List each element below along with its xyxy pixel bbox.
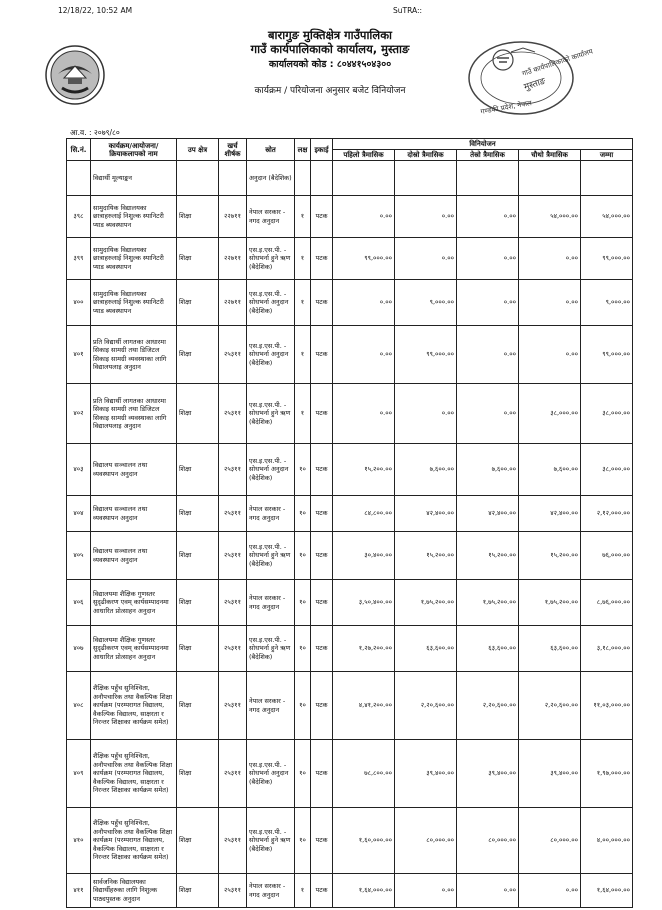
cell-expense-head: २५३११	[219, 808, 247, 874]
cell-source: एस.इ.एस.पी. - सोधभर्ना हुने ऋण (बैदेशिक)	[247, 626, 295, 672]
cell-q1: ३,५०,४००.००	[333, 580, 395, 626]
col-source: स्रोत	[247, 139, 295, 161]
col-sub-area: उप क्षेत्र	[177, 139, 219, 161]
svg-text:गाउँ कार्यपालिकाको कार्यालय: गाउँ कार्यपालिकाको कार्यालय	[521, 47, 594, 78]
cell-sn: ४०२	[67, 384, 91, 444]
cell-q2: ४२,४००.००	[395, 496, 457, 532]
cell-expense-head: २५३११	[219, 672, 247, 740]
cell-source: नेपाल सरकार - नगद अनुदान	[247, 496, 295, 532]
cell-unit: पटक	[311, 532, 333, 580]
cell-total: ९,०००.००	[581, 280, 633, 326]
cell-q4: ६३,६००.००	[519, 626, 581, 672]
cell-q1: ०.००	[333, 280, 395, 326]
cell-expense-head: २२७११	[219, 280, 247, 326]
cell-expense-head: २२७११	[219, 196, 247, 238]
cell-program: शैक्षिक पहुँच सुनिश्चिता, अनौपचारिक तथा वैकल्पिक शिक्षा कार्यक्रम (परम्परागत विद्यालय, वैकल्पिक विद्यालय, साक्षरता र निरन्तर शिक्षाका कार्यक्रम समेत)	[91, 672, 177, 740]
table-row	[67, 238, 633, 280]
table-row	[67, 532, 633, 580]
cell-source: नेपाल सरकार - नगद अनुदान	[247, 196, 295, 238]
cell-total: ९९,०००.००	[581, 326, 633, 384]
cell-sn: ४११	[67, 874, 91, 908]
table-row-partial	[67, 161, 633, 196]
cell-q1: ०.००	[333, 384, 395, 444]
cell-total: २,१२,०००.००	[581, 496, 633, 532]
svg-text:गण्डकी प्रदेश, नेपाल: गण्डकी प्रदेश, नेपाल	[479, 99, 533, 116]
cell-unit: पटक	[311, 326, 333, 384]
cell-target: १०	[295, 444, 311, 496]
cell-program: विद्यार्थी मूल्याङ्कन	[91, 161, 177, 196]
cell-program: विद्यालय सञ्चालन तथा व्यवस्थापन अनुदान	[91, 532, 177, 580]
cell-q2: ८०,०००.००	[395, 808, 457, 874]
cell-q2: ६३,६००.००	[395, 626, 457, 672]
cell-target: १०	[295, 496, 311, 532]
cell-sub-area: शिक्षा	[177, 238, 219, 280]
cell-q1: ८४,८००.००	[333, 496, 395, 532]
cell-unit: पटक	[311, 196, 333, 238]
cell-unit: पटक	[311, 740, 333, 808]
cell-q3: ०.००	[457, 326, 519, 384]
cell-q2: २,२०,६००.००	[395, 672, 457, 740]
cell-source: नेपाल सरकार - नगद अनुदान	[247, 874, 295, 908]
print-source: SuTRA::	[393, 6, 423, 15]
cell-q3: ३९,४००.००	[457, 740, 519, 808]
table-row	[67, 196, 633, 238]
fiscal-year: आ.व. : २०७९/८०	[70, 128, 120, 137]
table-row	[67, 626, 633, 672]
col-unit: इकाई	[311, 139, 333, 161]
cell-q2: ०.००	[395, 196, 457, 238]
cell-program: शैक्षिक पहुँच सुनिश्चिता, अनौपचारिक तथा वैकल्पिक शिक्षा कार्यक्रम (परम्परागत विद्यालय, वैकल्पिक विद्यालय, साक्षरता र निरन्तर शिक्षाका कार्यक्रम समेत)	[91, 808, 177, 874]
cell-q3: ०.००	[457, 874, 519, 908]
cell-sub-area: शिक्षा	[177, 196, 219, 238]
table-row	[67, 672, 633, 740]
cell-expense-head: २५३११	[219, 384, 247, 444]
table-row	[67, 384, 633, 444]
col-q4: चौथो त्रैमासिक	[519, 150, 581, 161]
cell-total: १,६४,०००.००	[581, 874, 633, 908]
cell-program: विद्यालयमा शैक्षिक गुणस्तर सुदृढीकरण एवम् कार्यसम्पादनमा आधारित प्रोत्साहन अनुदान	[91, 580, 177, 626]
office-header	[180, 26, 480, 97]
cell-q4: ०.००	[519, 238, 581, 280]
cell-sub-area: शिक्षा	[177, 808, 219, 874]
cell-program: प्रति विद्यार्थी लागतका आधारमा सिकाइ सामग्री तथा डिजिटल सिकाइ सामग्री व्यवस्थाका लागि विद्यालयलाइ अनुदान	[91, 384, 177, 444]
cell-source: एस.इ.एस.पी. - सोधभर्ना अनुदान (बैदेशिक)	[247, 280, 295, 326]
cell-program: सामुदायिक विद्यालयका छात्राहरुलाई निशुल्क स्यानिटरी प्याड ब्यवस्थापन	[91, 238, 177, 280]
table-row	[67, 740, 633, 808]
cell-unit: पटक	[311, 384, 333, 444]
cell-total: ८,७६,०००.००	[581, 580, 633, 626]
cell-q3: ०.००	[457, 196, 519, 238]
cell-unit: पटक	[311, 672, 333, 740]
cell-q4: ५४,०००.००	[519, 196, 581, 238]
col-allocation: विनियोजन	[333, 139, 633, 150]
cell-program: सार्वजनिक विद्यालयका विद्यार्थीहरुका लागि निशुल्क पाठ्यपुस्तक अनुदान	[91, 874, 177, 908]
cell-q4: ८०,०००.००	[519, 808, 581, 874]
cell-q3: ४२,४००.००	[457, 496, 519, 532]
cell-target: १	[295, 196, 311, 238]
col-program: कार्यक्रम/आयोजना/ क्रियाकलापको नाम	[91, 139, 177, 161]
cell-q3: ६३,६००.००	[457, 626, 519, 672]
cell-q4: १५,२००.००	[519, 532, 581, 580]
cell-program: विद्यालय सञ्चालन तथा व्यवस्थापन अनुदान	[91, 496, 177, 532]
cell-total: ७६,०००.००	[581, 532, 633, 580]
cell-q3: १५,२००.००	[457, 532, 519, 580]
cell-expense-head: २५३११	[219, 740, 247, 808]
cell-sn: ४१०	[67, 808, 91, 874]
print-timestamp: 12/18/22, 10:52 AM	[58, 6, 133, 15]
cell-source: एस.इ.एस.पी. - सोधभर्ना अनुदान (बैदेशिक)	[247, 740, 295, 808]
cell-expense-head: २२७११	[219, 238, 247, 280]
cell-sub-area: शिक्षा	[177, 384, 219, 444]
cell-q2: ७,६००.००	[395, 444, 457, 496]
cell-program: सामुदायिक विद्यालयका छात्राहरुलाई निशुल्क स्यानिटरी प्याड ब्यवस्थापन	[91, 196, 177, 238]
cell-sub-area: शिक्षा	[177, 532, 219, 580]
cell-target: १	[295, 384, 311, 444]
cell-q1: ९९,०००.००	[333, 238, 395, 280]
report-title: कार्यक्रम / परियोजना अनुसार बजेट विनियोजन	[254, 86, 406, 96]
cell-program: विद्यालयमा शैक्षिक गुणस्तर सुदृढीकरण एवम् कार्यसम्पादनमा आधारित प्रोत्साहन अनुदान	[91, 626, 177, 672]
cell-q1: १५,२००.००	[333, 444, 395, 496]
cell-q4: ३८,०००.००	[519, 384, 581, 444]
cell-program: विद्यालय सञ्चालन तथा व्यवस्थापन अनुदान	[91, 444, 177, 496]
cell-total: ३,१८,०००.००	[581, 626, 633, 672]
col-total: जम्मा	[581, 150, 633, 161]
cell-sub-area: शिक्षा	[177, 444, 219, 496]
cell-q1: ४,४१,२००.००	[333, 672, 395, 740]
cell-sn: ३९९	[67, 238, 91, 280]
cell-q2: ०.००	[395, 238, 457, 280]
cell-unit: पटक	[311, 280, 333, 326]
cell-total: ३८,०००.००	[581, 444, 633, 496]
table-row	[67, 444, 633, 496]
cell-q4: ३९,४००.००	[519, 740, 581, 808]
cell-q3: ०.००	[457, 238, 519, 280]
cell-expense-head: २५३११	[219, 580, 247, 626]
cell-q4: ०.००	[519, 326, 581, 384]
cell-unit: पटक	[311, 626, 333, 672]
svg-text:मुस्ताङ: मुस्ताङ	[522, 76, 547, 93]
cell-q3: ७,६००.००	[457, 444, 519, 496]
cell-q2: ०.००	[395, 874, 457, 908]
cell-program: प्रति विद्यार्थी लागतका आधारमा सिकाइ सामग्री तथा डिजिटल सिकाइ सामग्री व्यवस्थाका लागि विद्यालयलाइ अनुदान	[91, 326, 177, 384]
office-name: गाउँ कार्यपालिकाको कार्यालय, मुस्ताङ	[250, 42, 410, 56]
cell-unit: पटक	[311, 874, 333, 908]
cell-target: १०	[295, 580, 311, 626]
cell-q2: ९,०००.००	[395, 280, 457, 326]
cell-unit: पटक	[311, 238, 333, 280]
cell-q2: ०.००	[395, 384, 457, 444]
cell-q3: १,७५,२००.००	[457, 580, 519, 626]
cell-q2: ३९,४००.००	[395, 740, 457, 808]
cell-q4: ७,६००.००	[519, 444, 581, 496]
cell-sub-area: शिक्षा	[177, 874, 219, 908]
col-q2: दोस्रो त्रैमासिक	[395, 150, 457, 161]
cell-source: एस.इ.एस.पी. - सोधभर्ना हुने ऋण (बैदेशिक)	[247, 808, 295, 874]
cell-sub-area: शिक्षा	[177, 496, 219, 532]
cell-sn: ४०४	[67, 496, 91, 532]
cell-expense-head: २५३११	[219, 496, 247, 532]
cell-unit: पटक	[311, 496, 333, 532]
office-seal-stamp	[463, 38, 594, 118]
municipality-name: बारागुङ मुक्तिक्षेत्र गाउँपालिका	[267, 28, 393, 42]
cell-source: एस.इ.एस.पी. - सोधभर्ना हुने ऋण (बैदेशिक)	[247, 384, 295, 444]
cell-sn: ४००	[67, 280, 91, 326]
cell-total: ३८,०००.००	[581, 384, 633, 444]
office-code: कार्यालयको कोड : ८०४४१५०४३००	[268, 59, 392, 70]
cell-q4: ४२,४००.००	[519, 496, 581, 532]
col-q3: तेस्रो त्रैमासिक	[457, 150, 519, 161]
cell-unit: पटक	[311, 808, 333, 874]
cell-sub-area: शिक्षा	[177, 672, 219, 740]
cell-q4: ०.००	[519, 874, 581, 908]
col-q1: पहिलो त्रैमासिक	[333, 150, 395, 161]
cell-total: ९९,०००.००	[581, 238, 633, 280]
cell-expense-head: २५३११	[219, 532, 247, 580]
table-row	[67, 580, 633, 626]
cell-expense-head: २५३११	[219, 874, 247, 908]
cell-source: एस.इ.एस.पी. - सोधभर्ना हुने ऋण (बैदेशिक)	[247, 532, 295, 580]
cell-total: ४,००,०००.००	[581, 808, 633, 874]
cell-program: सामुदायिक विद्यालयका छात्राहरुलाई निशुल्क स्यानिटरी प्याड ब्यवस्थापन	[91, 280, 177, 326]
cell-q3: ८०,०००.००	[457, 808, 519, 874]
cell-sn: ४०७	[67, 626, 91, 672]
cell-source: अनुदान (बैदेशिक)	[247, 161, 295, 196]
cell-sn: ४०५	[67, 532, 91, 580]
cell-program: शैक्षिक पहुँच सुनिश्चिता, अनौपचारिक तथा वैकल्पिक शिक्षा कार्यक्रम (परम्परागत विद्यालय, वैकल्पिक विद्यालय, साक्षरता र निरन्तर शिक्षाका कार्यक्रम समेत)	[91, 740, 177, 808]
cell-sn: ४०९	[67, 740, 91, 808]
cell-target: १	[295, 280, 311, 326]
cell-sub-area: शिक्षा	[177, 280, 219, 326]
table-row	[67, 280, 633, 326]
cell-q3: २,२०,६००.००	[457, 672, 519, 740]
cell-sn: ४०८	[67, 672, 91, 740]
cell-q2: १५,२००.००	[395, 532, 457, 580]
cell-sub-area: शिक्षा	[177, 326, 219, 384]
nepal-emblem-icon	[44, 44, 106, 106]
cell-target: १	[295, 874, 311, 908]
cell-expense-head: २५३११	[219, 444, 247, 496]
cell-target: १०	[295, 808, 311, 874]
cell-unit: पटक	[311, 580, 333, 626]
cell-q4: २,२०,६००.००	[519, 672, 581, 740]
cell-source: नेपाल सरकार - नगद अनुदान	[247, 672, 295, 740]
cell-target: १	[295, 326, 311, 384]
cell-total: ११,०३,०००.००	[581, 672, 633, 740]
col-expense-head: खर्च शीर्षक	[219, 139, 247, 161]
cell-q1: ०.००	[333, 326, 395, 384]
cell-q1: १,६०,०००.००	[333, 808, 395, 874]
cell-expense-head: २५३११	[219, 626, 247, 672]
cell-q1: १,२७,२००.००	[333, 626, 395, 672]
cell-sub-area: शिक्षा	[177, 580, 219, 626]
cell-q1: ३०,४००.००	[333, 532, 395, 580]
cell-expense-head: २५३११	[219, 326, 247, 384]
cell-source: एस.इ.एस.पी. - सोधभर्ना अनुदान (बैदेशिक)	[247, 444, 295, 496]
cell-q3: ०.००	[457, 280, 519, 326]
table-row	[67, 874, 633, 908]
cell-target: १०	[295, 672, 311, 740]
cell-target: १०	[295, 740, 311, 808]
cell-q2: ९९,०००.००	[395, 326, 457, 384]
cell-total: ५४,०००.००	[581, 196, 633, 238]
cell-q4: ०.००	[519, 280, 581, 326]
cell-sn: ४०३	[67, 444, 91, 496]
budget-allocation-table	[66, 138, 633, 908]
col-sn: सि.नं.	[67, 139, 91, 161]
cell-q3: ०.००	[457, 384, 519, 444]
cell-unit: पटक	[311, 444, 333, 496]
cell-target: १	[295, 238, 311, 280]
cell-q1: ०.००	[333, 196, 395, 238]
print-header	[0, 4, 662, 18]
cell-sn: ४०६	[67, 580, 91, 626]
table-row	[67, 326, 633, 384]
cell-q1: ७८,८००.००	[333, 740, 395, 808]
cell-source: एस.इ.एस.पी. - सोधभर्ना अनुदान (बैदेशिक)	[247, 326, 295, 384]
cell-source: नेपाल सरकार - नगद अनुदान	[247, 580, 295, 626]
cell-q2: १,७५,२००.००	[395, 580, 457, 626]
cell-sn: ३९८	[67, 196, 91, 238]
cell-total: १,९७,०००.००	[581, 740, 633, 808]
cell-target: १०	[295, 626, 311, 672]
cell-q1: १,६४,०००.००	[333, 874, 395, 908]
cell-sn: ४०१	[67, 326, 91, 384]
table-header-row	[67, 139, 633, 150]
cell-sub-area: शिक्षा	[177, 740, 219, 808]
col-target: लक्ष	[295, 139, 311, 161]
cell-source: एस.इ.एस.पी. - सोधभर्ना हुने ऋण (बैदेशिक)	[247, 238, 295, 280]
cell-q4: १,७५,२००.००	[519, 580, 581, 626]
cell-target: १०	[295, 532, 311, 580]
table-row	[67, 496, 633, 532]
cell-sub-area: शिक्षा	[177, 626, 219, 672]
table-row	[67, 808, 633, 874]
